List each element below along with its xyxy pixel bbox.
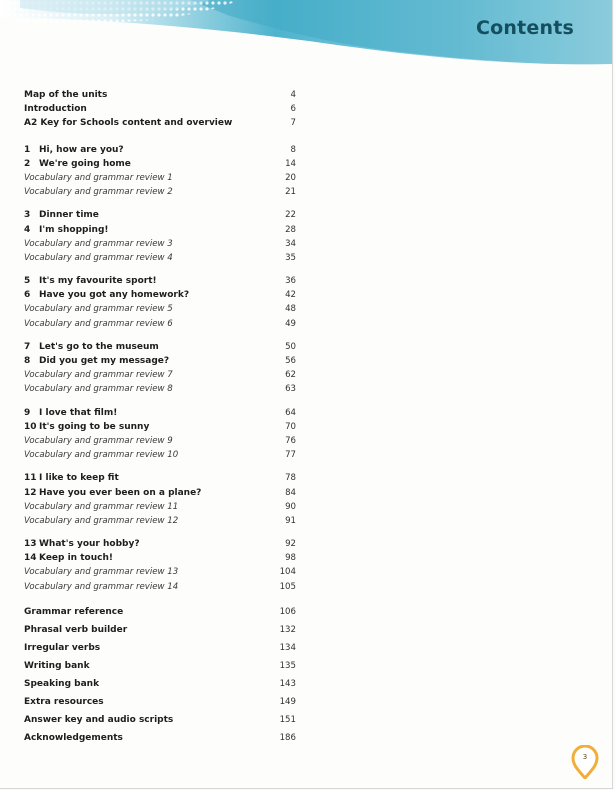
toc-unit-group bbox=[24, 537, 296, 594]
toc-entry-title: I love that film! bbox=[39, 407, 118, 418]
toc-entry-title: Have you ever been on a plane? bbox=[39, 487, 202, 498]
toc-entry-label bbox=[24, 382, 173, 396]
toc-entry-label bbox=[24, 251, 173, 265]
toc-review-entry[interactable] bbox=[24, 580, 296, 594]
toc-entry-label bbox=[24, 288, 189, 302]
toc-entry-page: 22 bbox=[285, 210, 296, 221]
toc-entry-page: 104 bbox=[279, 567, 296, 578]
toc-entry-title: Vocabulary and grammar review 8 bbox=[24, 384, 173, 395]
toc-unit-group bbox=[24, 208, 296, 265]
toc-review-entry[interactable] bbox=[24, 237, 296, 251]
toc-entry-label bbox=[24, 171, 173, 185]
toc-entry[interactable] bbox=[24, 729, 296, 747]
toc-entry-title: I like to keep fit bbox=[39, 473, 119, 484]
toc-entry-title: Vocabulary and grammar review 12 bbox=[24, 515, 179, 526]
toc-entry-title: Vocabulary and grammar review 11 bbox=[24, 501, 179, 512]
toc-entry-title: What's your hobby? bbox=[39, 539, 140, 550]
toc-entry-title: Vocabulary and grammar review 4 bbox=[24, 252, 173, 263]
toc-entry-title: Vocabulary and grammar review 3 bbox=[24, 238, 173, 249]
toc-entry-page: 76 bbox=[285, 435, 296, 446]
toc-entry-page: 70 bbox=[285, 421, 296, 432]
toc-entry-page: 106 bbox=[279, 606, 296, 617]
toc-entry-title: Vocabulary and grammar review 1 bbox=[24, 172, 173, 183]
toc-entry-page: 92 bbox=[285, 539, 296, 550]
page-number: 3 bbox=[582, 753, 588, 761]
toc-entry[interactable] bbox=[24, 116, 296, 130]
toc-entry-page: 84 bbox=[285, 487, 296, 498]
toc-entry-page: 21 bbox=[285, 187, 296, 198]
toc-entry-title: It's going to be sunny bbox=[39, 421, 150, 432]
toc-review-entry[interactable] bbox=[24, 368, 296, 382]
toc-entry-page: 149 bbox=[279, 696, 296, 707]
toc-entry-title: Let's go to the museum bbox=[39, 341, 159, 352]
toc-entry-label bbox=[24, 580, 178, 594]
toc-entry[interactable] bbox=[24, 675, 296, 693]
table-of-contents bbox=[24, 88, 296, 756]
unit-number: 1 bbox=[24, 144, 31, 155]
toc-entry-label: Map of the units bbox=[24, 90, 108, 100]
toc-entry[interactable] bbox=[24, 621, 296, 639]
toc-unit-entry[interactable] bbox=[24, 340, 296, 354]
toc-entry-label bbox=[24, 551, 113, 565]
toc-entry-page: 77 bbox=[285, 450, 296, 461]
toc-review-entry[interactable] bbox=[24, 302, 296, 316]
toc-entry-page: 186 bbox=[279, 732, 296, 743]
toc-review-entry[interactable] bbox=[24, 171, 296, 185]
toc-entry-title: Did you get my message? bbox=[39, 356, 170, 366]
toc-entry-label bbox=[24, 340, 159, 354]
toc-unit-entry[interactable] bbox=[24, 354, 296, 368]
toc-entry-label bbox=[24, 223, 109, 237]
toc-entry-page: 98 bbox=[285, 553, 296, 564]
toc-entry-label bbox=[24, 537, 140, 551]
toc-review-entry[interactable] bbox=[24, 514, 296, 528]
toc-entry-label bbox=[24, 434, 173, 448]
toc-entry-label bbox=[24, 208, 99, 222]
toc-entry-page: 20 bbox=[285, 172, 296, 183]
toc-entry-label bbox=[24, 143, 124, 157]
unit-number: 11 bbox=[24, 473, 37, 484]
toc-entry-page: 64 bbox=[285, 407, 296, 418]
toc-entry-page: 8 bbox=[290, 144, 296, 155]
toc-entry-page: 105 bbox=[279, 581, 296, 592]
unit-number: 12 bbox=[24, 487, 37, 498]
toc-entry-label bbox=[24, 486, 201, 500]
toc-unit-groups bbox=[24, 143, 296, 594]
toc-entry-page: 63 bbox=[285, 384, 296, 395]
toc-entry-label: Phrasal verb builder bbox=[24, 624, 128, 635]
toc-entry-title: Dinner time bbox=[39, 210, 99, 221]
toc-entry-label: A2 Key for Schools content and overview bbox=[24, 118, 233, 129]
toc-entry-page: 28 bbox=[285, 224, 296, 235]
toc-entry-page: 90 bbox=[285, 501, 296, 512]
toc-entry-title: Vocabulary and grammar review 14 bbox=[24, 581, 179, 592]
toc-unit-entry[interactable] bbox=[24, 223, 296, 237]
toc-entry-page: 135 bbox=[279, 660, 296, 671]
toc-entry-page: 50 bbox=[285, 341, 296, 352]
toc-unit-group bbox=[24, 274, 296, 331]
toc-unit-entry[interactable] bbox=[24, 406, 296, 420]
toc-unit-entry[interactable] bbox=[24, 471, 296, 485]
unit-number: 9 bbox=[24, 407, 31, 418]
toc-entry-page: 48 bbox=[285, 304, 296, 315]
toc-entry-page: 7 bbox=[290, 118, 296, 129]
toc-entry-title: Vocabulary and grammar review 2 bbox=[24, 187, 173, 198]
toc-front-matter bbox=[24, 88, 296, 131]
toc-review-entry[interactable] bbox=[24, 565, 296, 579]
toc-entry-label: Irregular verbs bbox=[24, 642, 101, 653]
toc-unit-entry[interactable] bbox=[24, 208, 296, 222]
toc-entry-label: Extra resources bbox=[24, 696, 104, 707]
toc-entry[interactable] bbox=[24, 657, 296, 675]
toc-entry[interactable] bbox=[24, 693, 296, 711]
toc-entry-label: Introduction bbox=[24, 104, 87, 115]
toc-entry-page: 35 bbox=[285, 252, 296, 263]
toc-entry-page: 42 bbox=[285, 290, 296, 301]
toc-entry-title: Keep in touch! bbox=[39, 553, 113, 564]
toc-entry-title: It's my favourite sport! bbox=[39, 276, 157, 287]
toc-review-entry[interactable] bbox=[24, 251, 296, 265]
toc-entry-page: 151 bbox=[279, 714, 296, 725]
toc-entry[interactable] bbox=[24, 639, 296, 657]
unit-number: 6 bbox=[24, 290, 31, 301]
toc-entry-title: Have you got any homework? bbox=[39, 290, 190, 301]
toc-entry[interactable] bbox=[24, 102, 296, 116]
toc-entry-title: I'm shopping! bbox=[39, 224, 109, 235]
toc-unit-group bbox=[24, 406, 296, 463]
toc-entry-page: 34 bbox=[285, 238, 296, 249]
toc-entry-page: 36 bbox=[285, 276, 296, 287]
toc-unit-entry[interactable] bbox=[24, 420, 296, 434]
toc-entry-title: Hi, how are you? bbox=[39, 144, 124, 155]
toc-entry-label bbox=[24, 565, 178, 579]
unit-number: 5 bbox=[24, 276, 31, 287]
toc-entry-page: 78 bbox=[285, 473, 296, 484]
toc-entry-label: Answer key and audio scripts bbox=[24, 714, 174, 725]
toc-entry-page: 62 bbox=[285, 370, 296, 381]
toc-entry-page: 56 bbox=[285, 356, 296, 366]
toc-entry-title: Vocabulary and grammar review 6 bbox=[24, 318, 173, 329]
toc-entry-label bbox=[24, 237, 173, 251]
toc-review-entry[interactable] bbox=[24, 185, 296, 199]
unit-number: 7 bbox=[24, 341, 31, 352]
toc-unit-entry[interactable] bbox=[24, 288, 296, 302]
toc-unit-entry[interactable] bbox=[24, 143, 296, 157]
toc-entry-label: Grammar reference bbox=[24, 606, 124, 617]
toc-unit-entry[interactable] bbox=[24, 537, 296, 551]
toc-entry-page: 6 bbox=[290, 104, 296, 115]
page-title: Contents bbox=[475, 17, 574, 39]
toc-review-entry[interactable] bbox=[24, 317, 296, 331]
unit-number: 4 bbox=[24, 224, 31, 235]
unit-number: 2 bbox=[24, 158, 31, 169]
toc-entry-label bbox=[24, 317, 173, 331]
toc-entry-page: 132 bbox=[279, 624, 296, 635]
toc-back-matter bbox=[24, 603, 296, 747]
toc-entry-label bbox=[24, 514, 178, 528]
toc-entry-label bbox=[24, 500, 178, 514]
toc-entry-page: 49 bbox=[285, 318, 296, 329]
toc-entry-page: 143 bbox=[279, 678, 296, 689]
toc-entry[interactable] bbox=[24, 711, 296, 729]
toc-entry-label: Acknowledgements bbox=[24, 732, 123, 743]
unit-number: 3 bbox=[24, 210, 31, 221]
toc-entry-page: 134 bbox=[279, 642, 296, 653]
toc-unit-entry[interactable] bbox=[24, 551, 296, 565]
toc-entry-label bbox=[24, 406, 117, 420]
toc-entry-title: We're going home bbox=[39, 158, 131, 169]
toc-entry-title: Vocabulary and grammar review 7 bbox=[24, 370, 173, 381]
page-number-badge bbox=[570, 745, 600, 779]
toc-unit-group bbox=[24, 143, 296, 200]
toc-entry-title: Vocabulary and grammar review 5 bbox=[24, 304, 173, 315]
toc-entry-label bbox=[24, 448, 178, 462]
toc-unit-group bbox=[24, 340, 296, 397]
toc-entry-label bbox=[24, 302, 173, 316]
toc-unit-entry[interactable] bbox=[24, 157, 296, 171]
toc-entry[interactable] bbox=[24, 88, 296, 102]
toc-entry-title: Vocabulary and grammar review 13 bbox=[24, 567, 179, 578]
toc-entry-page: 14 bbox=[285, 158, 296, 169]
toc-review-entry[interactable] bbox=[24, 382, 296, 396]
unit-number: 8 bbox=[24, 356, 31, 366]
toc-entry-title: Vocabulary and grammar review 10 bbox=[24, 450, 179, 461]
toc-entry-label: Speaking bank bbox=[24, 678, 100, 689]
toc-unit-entry[interactable] bbox=[24, 274, 296, 288]
toc-entry-title: Vocabulary and grammar review 9 bbox=[24, 435, 173, 446]
toc-unit-entry[interactable] bbox=[24, 486, 296, 500]
unit-number: 10 bbox=[24, 421, 37, 432]
toc-entry-label: Writing bank bbox=[24, 660, 90, 671]
toc-review-entry[interactable] bbox=[24, 500, 296, 514]
toc-entry-label bbox=[24, 471, 119, 485]
toc-entry-page: 91 bbox=[285, 515, 296, 526]
toc-entry-label bbox=[24, 274, 157, 288]
toc-entry[interactable] bbox=[24, 603, 296, 621]
toc-entry-page: 4 bbox=[290, 90, 296, 100]
toc-entry-label bbox=[24, 354, 169, 368]
toc-unit-group bbox=[24, 471, 296, 528]
toc-entry-label bbox=[24, 368, 173, 382]
toc-entry-label bbox=[24, 185, 173, 199]
unit-number: 13 bbox=[24, 539, 37, 550]
unit-number: 14 bbox=[24, 553, 37, 564]
toc-entry-label bbox=[24, 420, 149, 434]
toc-review-entry[interactable] bbox=[24, 448, 296, 462]
toc-entry-label bbox=[24, 157, 131, 171]
toc-review-entry[interactable] bbox=[24, 434, 296, 448]
